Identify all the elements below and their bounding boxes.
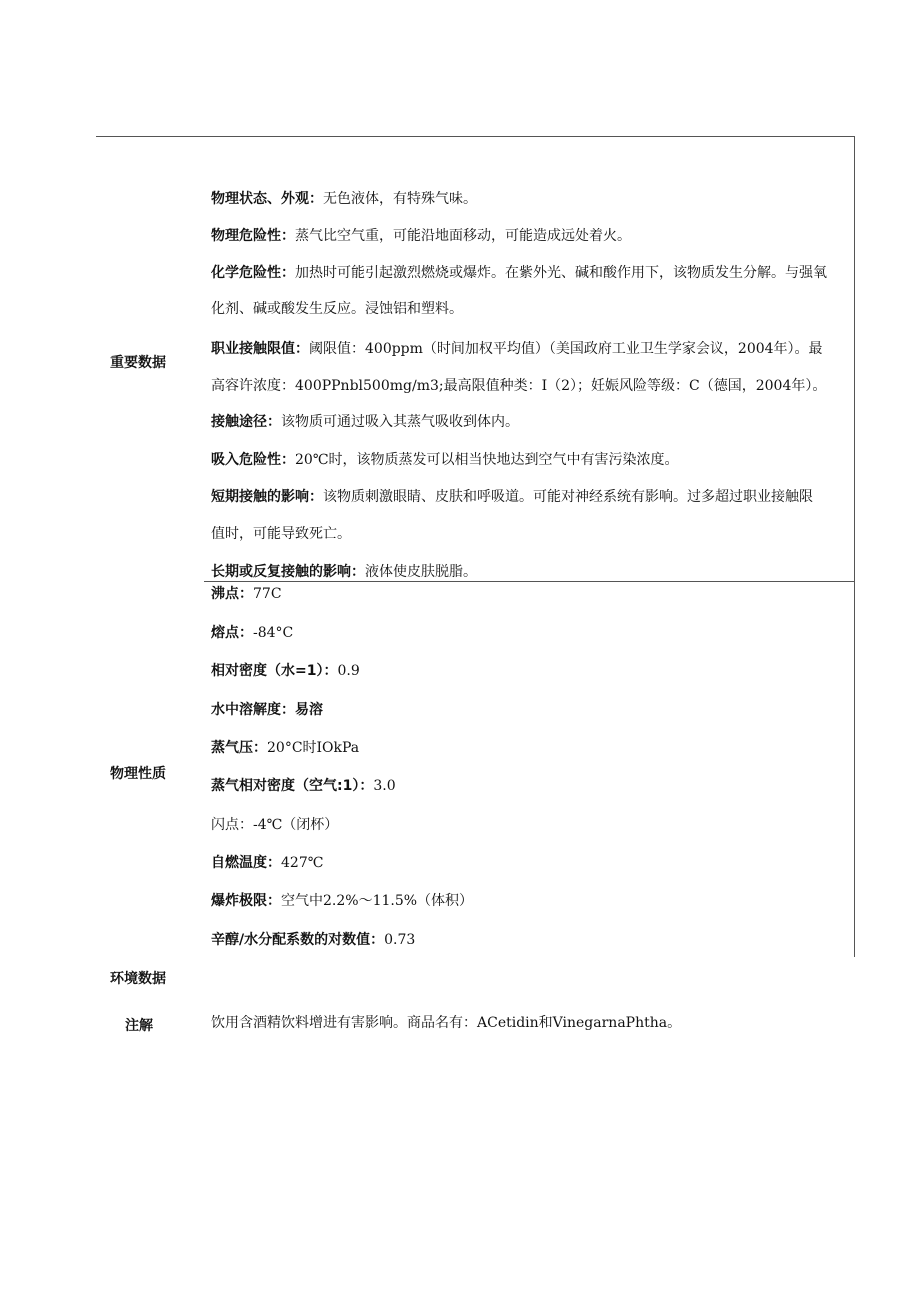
important-line: 吸入危险性：20℃时，该物质蒸发可以相当快地达到空气中有害污染浓度。 [211,452,679,468]
important-line: 高容许浓度：400PPnbl500mg∕m3;最高限值种类：I（2）；妊娠风险等级：C（德国，2004年）。 [211,378,827,394]
physical-line: 沸点：77C [211,586,282,602]
important-line: 接触途径：该物质可通过吸入其蒸气吸收到体内。 [211,414,519,430]
physical-line: 蒸气相对密度（空气:1）：3.0 [211,778,396,794]
physical-line: 爆炸极限：空气中2.2%～11.5%（体积） [211,893,474,909]
right-border [854,137,855,957]
physical-line: 辛醇/水分配系数的对数值：0.73 [211,932,416,948]
physical-line: 自燃温度：427℃ [211,855,324,871]
important-line: 物理状态、外观：无色液体，有特殊气味。 [211,191,477,207]
physical-line: 相对密度（水=1）：0.9 [211,663,360,679]
top-rule [96,136,855,137]
important-line: 物理危险性：蒸气比空气重，可能沿地面移动，可能造成远处着火。 [211,228,631,244]
important-line: 短期接触的影响：该物质刺激眼睛、皮肤和呼吸道。可能对神经系统有影响。过多超过职业接触限 [211,489,813,505]
important-line: 长期或反复接触的影响：液体使皮肤脱脂。 [211,564,477,580]
important-data-label: 重要数据 [110,355,166,371]
section-divider [204,581,855,582]
physical-line: 闪点：-4℃（闭杯） [211,817,339,833]
important-line: 化剂、碱或酸发生反应。浸蚀铝和塑料。 [211,301,463,317]
physical-line: 蒸气压：20°C时IOkPa [211,740,360,756]
important-line: 值时，可能导致死亡。 [211,526,351,542]
important-line: 化学危险性：加热时可能引起激烈燃烧或爆炸。在紫外光、碱和酸作用下，该物质发生分解。与强氧 [211,265,827,281]
environment-data-label: 环境数据 [110,971,166,987]
physical-line: 熔点：-84°C [211,625,294,641]
notes-label: 注解 [125,1018,153,1034]
physical-properties-label: 物理性质 [110,766,166,782]
notes-text: 饮用含酒精饮料增进有害影响。商品名有：ACetidin和VinegarnaPhtha。 [211,1015,682,1031]
physical-line: 水中溶解度：易溶 [211,702,323,718]
important-line: 职业接触限值：阈限值：400ppm（时间加权平均值）（美国政府工业卫生学家会议，2004年）。最 [211,341,823,357]
